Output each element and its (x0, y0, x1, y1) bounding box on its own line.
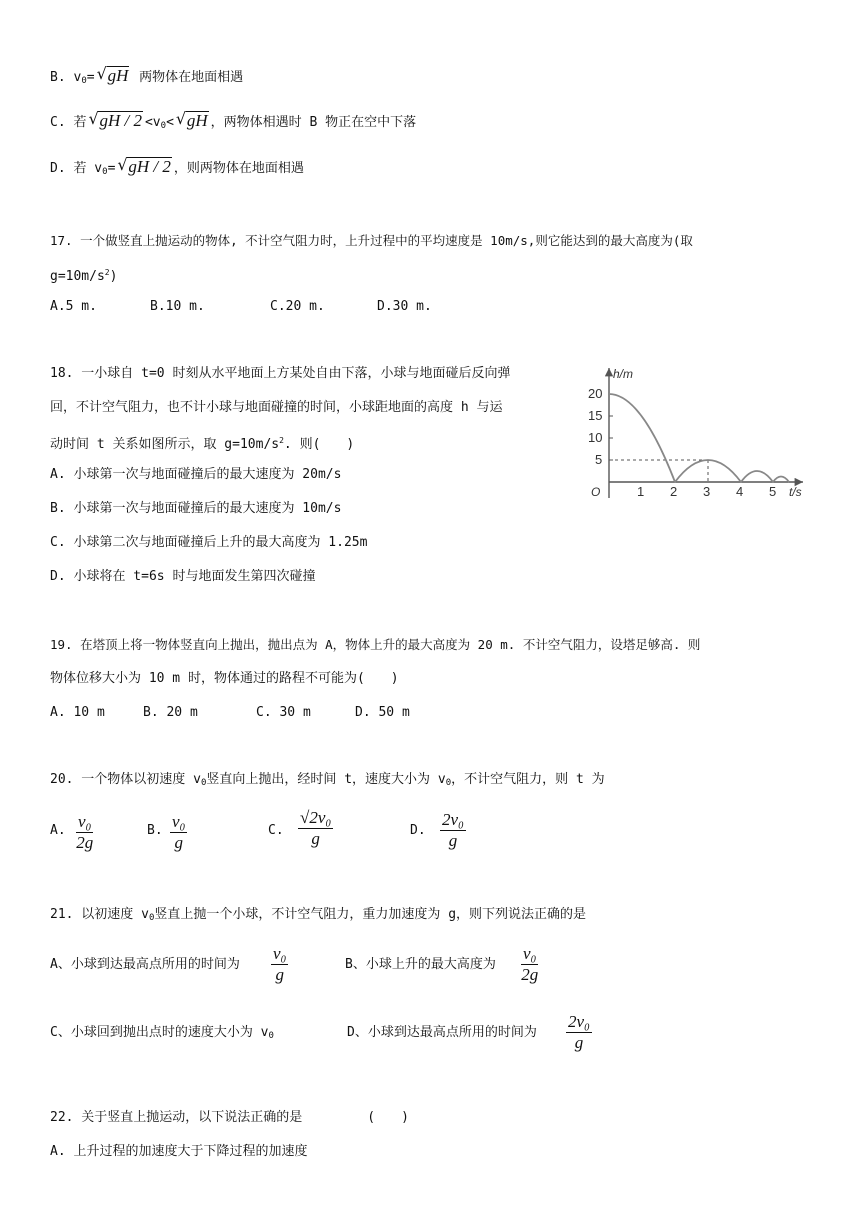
q18-option-c: C. 小球第二次与地面碰撞后上升的最大高度为 1.25m (50, 535, 368, 550)
q16-c-lt1: <v (144, 115, 161, 130)
q18-stem-line2: 回，不计空气阻力，也不计小球与地面碰撞的时间，小球距地面的高度 h 与运 (50, 400, 503, 415)
q20-label-a: A. (50, 823, 66, 838)
q21-d-frac (566, 1012, 592, 1053)
q16-d-text: ，则两物体在地面相遇 (173, 161, 304, 176)
q21-d-den: g (574, 1033, 584, 1052)
q17-g-close: ) (109, 269, 118, 284)
q16-b-text: 两物体在地面相遇 (131, 70, 244, 85)
q21-b-den: 2g (521, 965, 539, 984)
q18-height-time-graph (585, 360, 815, 510)
q21-stem-pre: 21. 以初速度 v (50, 907, 149, 922)
q20-label-b: B. (147, 823, 163, 838)
bounce2-curve (741, 471, 773, 482)
q21-stem-sub: 0 (148, 913, 155, 923)
q20-c-num: √2v₀ (300, 808, 332, 827)
q20-label-d: D. (410, 823, 426, 838)
q19-stem-line1: 19. 在塔顶上将一物体竖直向上抛出，抛出点为 A，物体上升的最大高度为 20 m. 不计空气阻力，设塔足够高. 则 (50, 637, 701, 652)
q16-d-radicand: gH / 2 (128, 157, 171, 176)
q16-b-prefix: B. v (50, 70, 82, 85)
q19-option-d: D. 50 m (355, 705, 410, 720)
q20-a-num: v₀ (78, 812, 92, 831)
q20-stem-sub1: 0 (200, 778, 207, 788)
q16-option-b (50, 66, 243, 90)
q17-g-sup: 2 (104, 268, 110, 277)
q20-stem (50, 771, 605, 792)
q22-stem: 22. 关于竖直上抛运动，以下说法正确的是 ( ) (50, 1110, 409, 1125)
q16-d-prefix: D. 若 v (50, 161, 103, 176)
q21-option-d: D、小球到达最高点所用的时间为 (347, 1025, 537, 1040)
q16-c-sqrt1: √ gH / 2 (88, 109, 142, 130)
q20-option-c-frac (298, 808, 333, 849)
q20-b-den: g (174, 833, 183, 852)
x-tick-4: 4 (736, 484, 744, 499)
q16-c-sqrt2: √ gH (175, 109, 208, 130)
q21-c-sub: 0 (268, 1031, 274, 1041)
q21-a-frac (271, 944, 288, 985)
q16-c-text: ，两物体相遇时 B 物正在空中下落 (210, 115, 417, 130)
q16-b-sqrt: √ gH (96, 64, 129, 85)
q21-stem (50, 906, 586, 927)
bounce3-curve (773, 477, 789, 483)
q18-g-sup: 2 (279, 436, 284, 445)
q20-stem-mid: 竖直向上抛出，经时间 t，速度大小为 v (206, 772, 446, 787)
q20-label-c: C. (268, 823, 284, 838)
q16-d-sqrt: √ gH / 2 (117, 155, 171, 176)
q16-b-sub: 0 (81, 76, 87, 86)
q20-a-den: 2g (76, 833, 94, 852)
x-tick-2: 2 (670, 484, 678, 499)
q16-c-sub: 0 (160, 121, 167, 131)
q18-stem-end: . 则( ) (283, 437, 355, 452)
q20-b-num: v₀ (172, 812, 186, 831)
x-tick-3: 3 (703, 484, 711, 499)
q18-option-b: B. 小球第一次与地面碰撞后的最大速度为 10m/s (50, 501, 342, 516)
q16-c-radicand1: gH / 2 (99, 111, 142, 130)
origin-label: O (591, 485, 601, 499)
y-axis-label: h/m (613, 367, 634, 381)
q20-c-den: g (311, 829, 320, 848)
q20-option-d-frac (440, 810, 466, 851)
q17-stem-line1: 17. 一个做竖直上抛运动的物体, 不计空气阻力时，上升过程中的平均速度是 10m/s,则它能达到的最大高度为(取 (50, 233, 693, 248)
q16-option-d (50, 157, 304, 181)
x-axis-label: t/s (789, 485, 802, 499)
q18-stem-line3 (50, 432, 354, 454)
q20-option-b-frac (170, 812, 187, 853)
q20-stem-end: ，不计空气阻力，则 t 为 (451, 772, 605, 787)
q21-option-c (50, 1024, 274, 1045)
q16-c-prefix: C. 若 (50, 115, 87, 130)
q20-d-den: g (448, 831, 458, 850)
q21-d-num: 2v₀ (568, 1012, 590, 1031)
q21-b-frac (521, 944, 538, 985)
q16-c-lt2: < (166, 115, 174, 130)
q17-option-a: A.5 m. (50, 299, 97, 314)
q16-b-radicand: gH (107, 66, 129, 85)
q19-option-c: C. 30 m (256, 705, 311, 720)
y-tick-5: 5 (595, 452, 603, 467)
q21-stem-post: 竖直上抛一个小球，不计空气阻力，重力加速度为 g，则下列说法正确的是 (154, 907, 587, 922)
q21-c-text: C、小球回到抛出点时的速度大小为 v (50, 1025, 269, 1040)
q18-g-value: 动时间 t 关系如图所示，取 g=10m/s (50, 437, 280, 452)
fall-curve (609, 394, 675, 482)
q17-g-value: g=10m/s (50, 269, 105, 284)
q22-option-a: A. 上升过程的加速度大于下降过程的加速度 (50, 1144, 308, 1159)
x-tick-5: 5 (769, 484, 777, 499)
q21-a-num: v₀ (273, 944, 287, 963)
q19-stem-line2: 物体位移大小为 10 m 时，物体通过的路程不可能为( ) (50, 671, 399, 686)
q16-b-eq: = (86, 70, 95, 85)
q16-option-c (50, 111, 416, 135)
q21-b-num: v₀ (523, 944, 537, 963)
q20-stem-sub2: 0 (445, 778, 452, 788)
q21-option-b: B、小球上升的最大高度为 (345, 957, 496, 972)
q17-option-b: B.10 m. (150, 299, 205, 314)
q20-d-num: 2v₀ (442, 810, 464, 829)
q17-option-c: C.20 m. (270, 299, 325, 314)
q21-a-den: g (275, 965, 284, 984)
q17-stem-line2 (50, 264, 117, 286)
q18-option-a: A. 小球第一次与地面碰撞后的最大速度为 20m/s (50, 467, 342, 482)
q20-option-a-frac (76, 812, 93, 853)
q16-c-radicand2: gH (186, 111, 208, 130)
y-tick-20: 20 (588, 386, 603, 401)
q17-option-d: D.30 m. (377, 299, 432, 314)
x-tick-1: 1 (637, 484, 645, 499)
q16-d-eq: = (107, 161, 116, 176)
q21-option-a: A、小球到达最高点所用的时间为 (50, 957, 240, 972)
q19-option-a: A. 10 m (50, 705, 105, 720)
q19-option-b: B. 20 m (143, 705, 198, 720)
q18-option-d: D. 小球将在 t=6s 时与地面发生第四次碰撞 (50, 569, 316, 584)
y-tick-15: 15 (588, 408, 603, 423)
q20-stem-pre: 20. 一个物体以初速度 v (50, 772, 201, 787)
q16-d-sub: 0 (102, 167, 108, 177)
q18-stem-line1: 18. 一小球自 t=0 时刻从水平地面上方某处自由下落，小球与地面碰后反向弹 (50, 366, 511, 381)
y-tick-10: 10 (588, 430, 603, 445)
